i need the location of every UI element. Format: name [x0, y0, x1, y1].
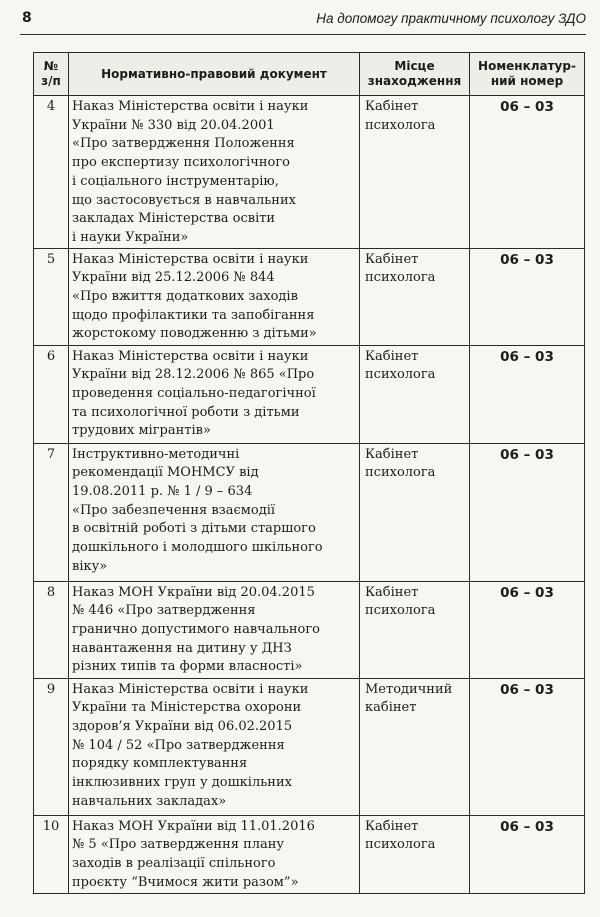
header-nom-line: Номенклатур- [478, 59, 576, 73]
document-line: дошкільного і молодшого шкільного [72, 540, 323, 556]
document-cell [69, 678, 360, 815]
location-line: Кабінет [365, 99, 419, 114]
location-line: Кабінет [365, 818, 419, 834]
header-num-line: з/п [41, 74, 61, 88]
document-line: віку» [72, 558, 108, 574]
location-cell [360, 96, 470, 249]
location-line: Кабінет [365, 584, 419, 600]
document-line: України та Міністерства охорони [72, 700, 302, 716]
table-row [34, 345, 585, 443]
row-number: 8 [34, 581, 69, 678]
document-line: № 5 «Про затвердження плану [72, 837, 285, 853]
document-line: України № 330 від 20.04.2001 [72, 117, 275, 133]
running-title: На допомогу практичному психологу ЗДО [316, 11, 586, 26]
location-line: психолога [365, 270, 436, 286]
document-line: «Про затвердження Положення [72, 136, 295, 152]
document-line: порядку комплектування [72, 756, 248, 772]
nomenclature-number: 06 – 03 [470, 96, 585, 249]
row-number: 4 [34, 96, 69, 249]
document-cell [69, 96, 360, 249]
document-line: різних типів та форми власності» [72, 659, 303, 675]
document-line: щодо профілактики та запобігання [72, 307, 315, 323]
document-line: заходів в реалізації спільного [72, 856, 276, 872]
document-line: Наказ Міністерства освіти і науки [72, 681, 309, 697]
document-line: навчальних закладах» [72, 793, 227, 809]
location-line: психолога [365, 117, 436, 133]
document-line: здоров’я України від 06.02.2015 [72, 719, 293, 735]
documents-table [33, 52, 585, 894]
location-cell [360, 815, 470, 893]
location-line: Методичний [365, 681, 453, 697]
location-cell [360, 678, 470, 815]
document-line: проведення соціально-педагогічної [72, 386, 316, 402]
document-line: закладах Міністерства освіти [72, 211, 276, 227]
document-line: Наказ Міністерства освіти і науки [72, 348, 309, 364]
location-cell [360, 345, 470, 443]
location-line: психолога [365, 367, 436, 383]
row-number: 5 [34, 248, 69, 345]
header-num-line: № [43, 59, 59, 73]
document-cell [69, 345, 360, 443]
document-cell [69, 443, 360, 581]
header-nom-line: ний номер [490, 74, 564, 88]
document-line: № 104 / 52 «Про затвердження [72, 737, 285, 753]
document-cell [69, 581, 360, 678]
document-cell [69, 815, 360, 893]
header-loc-line: знаходження [367, 74, 462, 88]
nomenclature-number: 06 – 03 [470, 345, 585, 443]
document-line: в освітній роботі з дітьми старшого [72, 521, 316, 537]
table-row [34, 581, 585, 678]
nomenclature-number: 06 – 03 [470, 815, 585, 893]
document-line: Наказ МОН України від 20.04.2015 [72, 584, 315, 600]
location-line: Кабінет [365, 446, 419, 462]
header-nom [470, 53, 585, 96]
document-line: «Про забезпечення взаємодії [72, 502, 276, 518]
header-loc [360, 53, 470, 96]
location-cell [360, 443, 470, 581]
document-cell [69, 248, 360, 345]
document-line: № 446 «Про затвердження [72, 603, 256, 619]
document-line: України від 25.12.2006 № 844 [72, 270, 275, 286]
header-loc-line: Місце [394, 59, 435, 73]
row-number: 6 [34, 345, 69, 443]
location-line: психолога [365, 603, 436, 619]
document-line: трудових мігрантів» [72, 423, 211, 439]
document-line: та психологічної роботи з дітьми [72, 404, 300, 420]
document-line: рекомендації МОНМСУ від [72, 465, 259, 481]
document-line: і соціального інструментарію, [72, 173, 279, 189]
header-doc: Нормативно-правовий документ [69, 53, 360, 96]
table-row [34, 443, 585, 581]
row-number: 9 [34, 678, 69, 815]
document-line: гранично допустимого навчального [72, 622, 320, 638]
nomenclature-number: 06 – 03 [470, 678, 585, 815]
document-line: навантаження на дитину у ДНЗ [72, 640, 292, 656]
document-line: жорстокому поводженню з дітьми» [72, 326, 317, 342]
document-line: Наказ Міністерства освіти і науки [72, 99, 309, 114]
location-line: Кабінет [365, 348, 419, 364]
nomenclature-number: 06 – 03 [470, 581, 585, 678]
location-line: психолога [365, 465, 436, 481]
table-row [34, 815, 585, 893]
document-line: що застосовується в навчальних [72, 192, 296, 208]
nomenclature-number: 06 – 03 [470, 248, 585, 345]
table-body [34, 96, 585, 894]
document-line: про експертизу психологічного [72, 155, 290, 171]
document-line: «Про вжиття додаткових заходів [72, 289, 298, 305]
location-cell [360, 581, 470, 678]
document-line: Наказ МОН України від 11.01.2016 [72, 818, 315, 834]
document-line: України від 28.12.2006 № 865 «Про [72, 367, 315, 383]
table-row [34, 678, 585, 815]
table-row [34, 248, 585, 345]
document-line: і науки України» [72, 229, 189, 245]
header-num [34, 53, 69, 96]
document-line: 19.08.2011 р. № 1 / 9 – 634 [72, 484, 253, 500]
page-number: 8 [22, 10, 32, 26]
row-number: 10 [34, 815, 69, 893]
location-line: психолога [365, 837, 436, 853]
document-line: Інструктивно-методичні [72, 446, 240, 462]
location-cell [360, 248, 470, 345]
table-row [34, 96, 585, 249]
location-line: Кабінет [365, 251, 419, 267]
row-number: 7 [34, 443, 69, 581]
document-line: Наказ Міністерства освіти і науки [72, 251, 309, 267]
nomenclature-number: 06 – 03 [470, 443, 585, 581]
page-header [20, 8, 586, 35]
table-header-row [34, 53, 585, 96]
location-line: кабінет [365, 700, 417, 716]
document-line: проєкту “Вчимося жити разом”» [72, 874, 299, 890]
document-line: інклюзивних груп у дошкільних [72, 775, 292, 791]
